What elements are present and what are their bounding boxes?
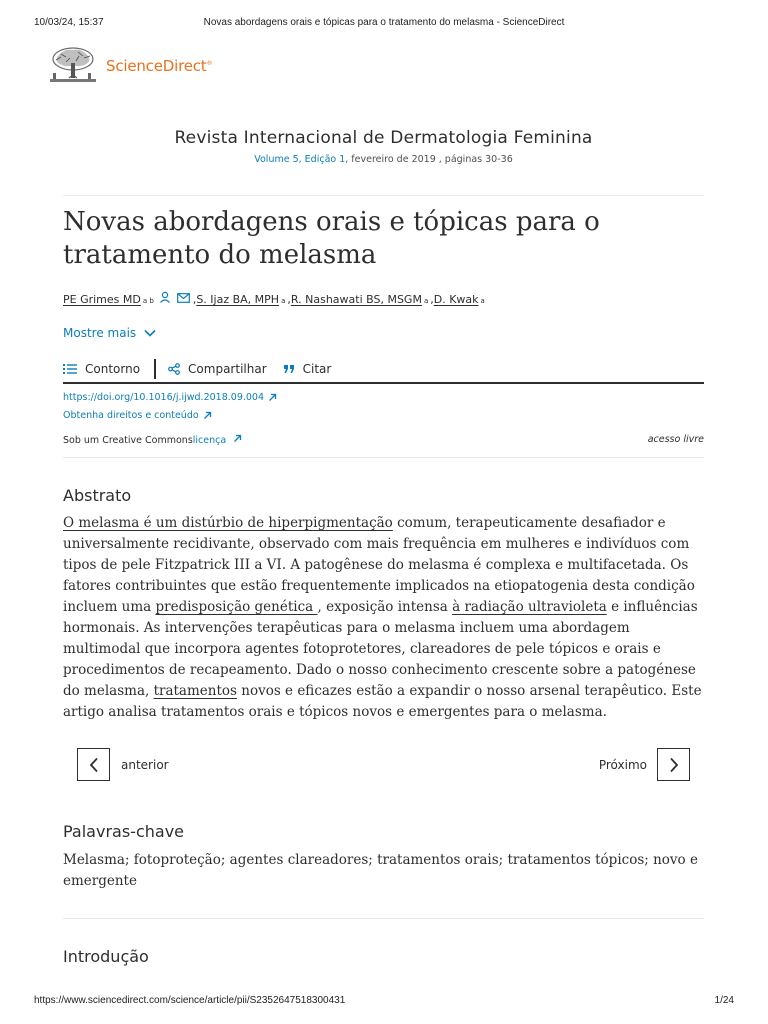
- article-toolbar: [63, 356, 704, 384]
- logo-wordmark: ScienceDirect®: [106, 57, 213, 75]
- elsevier-tree-icon: [48, 46, 98, 86]
- issue-details: , fevereiro de 2019 , páginas 30-36: [345, 154, 513, 165]
- keywords-heading: Palavras-chave: [63, 822, 184, 841]
- license-line: [63, 434, 704, 446]
- author-link[interactable]: PE Grimes MD: [63, 293, 141, 306]
- toolbar-divider: [154, 359, 156, 379]
- doi-link[interactable]: [63, 392, 277, 403]
- mail-icon[interactable]: [177, 293, 190, 303]
- share-icon: [168, 363, 180, 375]
- next-button[interactable]: [657, 748, 690, 781]
- author-affiliation[interactable]: a: [480, 297, 485, 305]
- introduction-heading: Introdução: [63, 947, 149, 966]
- share-label: Compartilhar: [188, 362, 267, 376]
- author-affiliation[interactable]: a: [423, 297, 429, 305]
- author-link[interactable]: D. Kwak: [433, 293, 479, 306]
- next-label[interactable]: Próximo: [598, 758, 647, 772]
- volume-link[interactable]: Volume 5, Edição 1: [254, 154, 346, 165]
- divider: [63, 195, 704, 196]
- author-separator: ,: [287, 293, 291, 306]
- cite-button[interactable]: [283, 362, 332, 376]
- term-link[interactable]: O melasma é um distúrbio de hiperpigmentação: [63, 515, 393, 531]
- abstract-text: O melasma é um distúrbio de hiperpigmentação comum, terapeuticamente desafiador e universalmente recidivante, observado com mais frequência em mulheres e indivíduos com tipos de pele Fitzpatrick III a VI. A patogênese do melasma é complexa e multifacetada. Os fatores contribuintes que estão frequentemente implicados na etiopatogenia desta condição incluem uma predisposição genética , exposição intensa à radiação ultravioleta e influências hormonais. As intervenções terapêuticas para o melasma incluem uma abordagem multimodal que incorpora agentes fotoprotetores, clareadores de pele tópicos e orais e procedimentos de recapeamento. Dado o nosso conhecimento crescente sobre a patogénese do melasma, tratamentos novos e eficazes estão a expandir o nosso arsenal terapêutico. Este artigo analisa tratamentos orais e tópicos novos e emergentes para o melasma.: [63, 515, 702, 720]
- show-more-label: Mostre mais: [63, 326, 137, 340]
- divider: [63, 457, 704, 458]
- doi-text: https://doi.org/10.1016/j.ijwd.2018.09.004: [63, 392, 265, 403]
- journal-issue: [63, 154, 704, 165]
- cite-label: Citar: [302, 362, 332, 376]
- rights-text: Obtenha direitos e conteúdo: [63, 410, 199, 421]
- author-affiliation[interactable]: a b: [142, 297, 154, 305]
- author-list: [63, 291, 704, 306]
- article-pagination: [77, 748, 690, 782]
- journal-info: [63, 128, 704, 165]
- author-link[interactable]: R. Nashawati BS, MSGM: [290, 293, 422, 306]
- outline-label: Contorno: [85, 362, 141, 376]
- print-page-title: Novas abordagens orais e tópicas para o tratamento do melasma - ScienceDirect: [203, 17, 565, 28]
- open-access-label: acesso livre: [647, 434, 704, 445]
- list-icon: [63, 363, 77, 375]
- term-link[interactable]: tratamentos: [153, 683, 237, 699]
- previous-label[interactable]: anterior: [121, 758, 169, 772]
- print-header: [34, 17, 734, 31]
- print-page-number: 1/24: [714, 995, 734, 1006]
- term-link[interactable]: à radiação ultravioleta: [452, 599, 607, 615]
- author-link[interactable]: S. Ijaz BA, MPH: [196, 293, 280, 306]
- author-separator: ,: [192, 293, 197, 306]
- license-link[interactable]: licença: [192, 435, 227, 446]
- author-separator: ,: [430, 293, 434, 306]
- outline-button[interactable]: [63, 362, 140, 376]
- print-datetime: 10/03/24, 15:37: [34, 17, 104, 28]
- person-icon[interactable]: [159, 291, 171, 303]
- rights-link[interactable]: [63, 410, 212, 421]
- quote-icon: [283, 364, 295, 374]
- divider: [63, 918, 704, 919]
- license-prefix: Sob um Creative Commons: [63, 435, 193, 446]
- abstract-heading: Abstrato: [63, 486, 132, 505]
- chevron-down-icon: [144, 329, 156, 337]
- print-url: https://www.sciencedirect.com/science/article/pii/S2352647518300431: [34, 995, 346, 1006]
- author-affiliation[interactable]: a: [281, 297, 286, 305]
- keywords-text: Melasma; fotoproteção; agentes clareadores; tratamentos orais; tratamentos tópicos; novo e emergente: [63, 852, 698, 889]
- sciencedirect-logo[interactable]: [48, 46, 212, 86]
- external-arrow-icon: [203, 411, 212, 420]
- chevron-left-icon: [89, 757, 99, 773]
- article-title: Novas abordagens orais e tópicas para o tratamento do melasma: [63, 207, 600, 270]
- term-link[interactable]: predisposição genética: [155, 599, 318, 615]
- share-button[interactable]: [168, 362, 267, 376]
- print-footer: [34, 995, 734, 1009]
- show-more-button[interactable]: [63, 326, 156, 340]
- external-arrow-icon: [268, 393, 277, 402]
- previous-button[interactable]: [77, 748, 110, 781]
- journal-name[interactable]: Revista Internacional de Dermatologia Feminina: [174, 128, 593, 148]
- chevron-right-icon: [669, 757, 679, 773]
- external-arrow-icon: [233, 434, 242, 443]
